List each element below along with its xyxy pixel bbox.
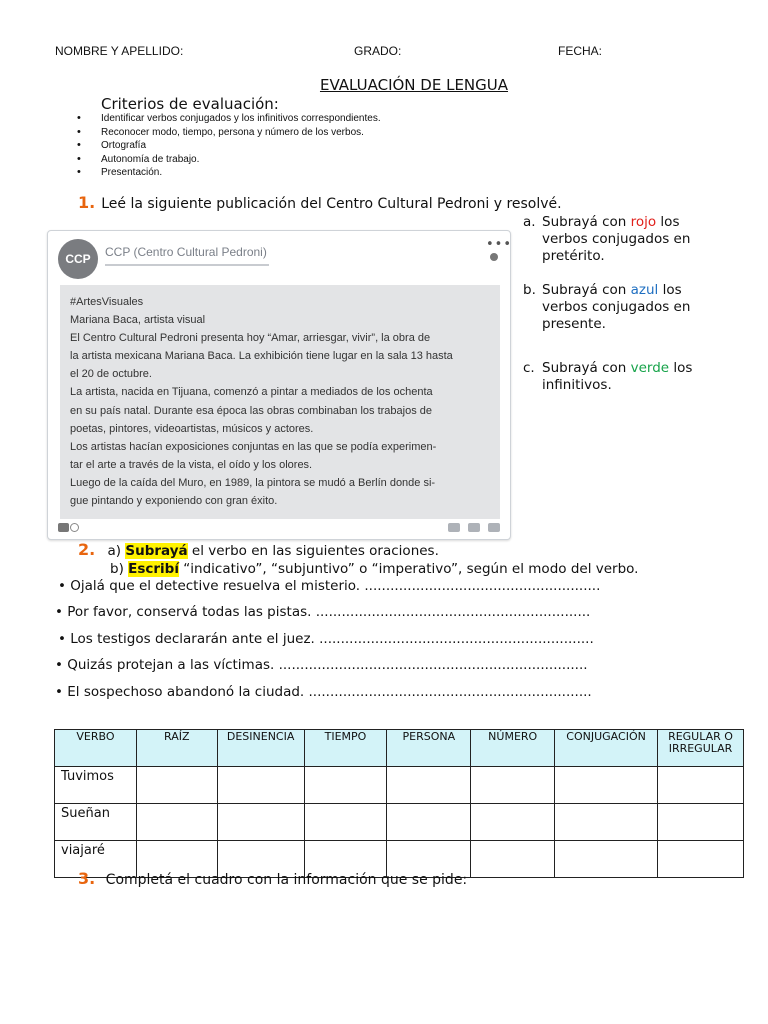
criteria-item: • Reconocer modo, tiempo, persona y número de los verbos. bbox=[77, 126, 381, 140]
question-number: 2. bbox=[78, 540, 96, 559]
highlight-escribi: Escribí bbox=[128, 561, 179, 577]
empty-cell[interactable] bbox=[555, 804, 658, 841]
table-header: NÚMERO bbox=[471, 730, 555, 767]
instruction-a: a. Subrayá con rojo los verbos conjugados en pretérito. bbox=[523, 214, 691, 264]
question-3 bbox=[78, 869, 467, 888]
empty-cell[interactable] bbox=[471, 804, 555, 841]
table-header: TIEMPO bbox=[304, 730, 387, 767]
verb-cell: Tuvimos bbox=[55, 767, 137, 804]
table-header: REGULAR O IRREGULAR bbox=[658, 730, 744, 767]
table-header: DESINENCIA bbox=[217, 730, 304, 767]
question-1 bbox=[78, 193, 562, 212]
grade-label: GRADO: bbox=[354, 44, 402, 58]
highlight-subraya: Subrayá bbox=[125, 543, 188, 559]
name-underline bbox=[105, 264, 269, 266]
empty-cell[interactable] bbox=[136, 767, 217, 804]
share-icon bbox=[488, 523, 500, 532]
color-word-red: rojo bbox=[630, 214, 657, 230]
question-number: 3. bbox=[78, 869, 96, 888]
verb-cell: viajaré bbox=[55, 841, 137, 878]
sentence-item: • Quizás protejan a las víctimas. ........................................................................ bbox=[55, 657, 588, 673]
sentence-item: • Por favor, conservá todas las pistas. ................................................................ bbox=[55, 604, 591, 620]
table-row bbox=[55, 804, 744, 841]
thumbs-up-icon bbox=[448, 523, 460, 532]
question-2b: b) Escribí “indicativo”, “subjuntivo” o “imperativo”, según el modo del verbo. bbox=[110, 561, 639, 577]
empty-cell[interactable] bbox=[217, 767, 304, 804]
more-icon: ••• bbox=[486, 237, 513, 252]
post-page-name: CCP (Centro Cultural Pedroni) bbox=[105, 245, 267, 259]
criteria-title: Criterios de evaluación: bbox=[101, 95, 279, 113]
table-header: PERSONA bbox=[387, 730, 471, 767]
criteria-item: • Identificar verbos conjugados y los infinitivos correspondientes. bbox=[77, 112, 381, 126]
empty-cell[interactable] bbox=[304, 804, 387, 841]
criteria-list bbox=[77, 112, 381, 180]
empty-cell[interactable] bbox=[304, 767, 387, 804]
instruction-c: c. Subrayá con verde los infinitivos. bbox=[523, 360, 693, 393]
question-text: Completá el cuadro con la información que se pide: bbox=[105, 872, 468, 888]
post-text: #ArtesVisuales Mariana Baca, artista visual El Centro Cultural Pedroni presenta hoy “Amar, arriesgar, vivir”, la obra de la artista mexicana Mariana Baca. La exhibición tiene lugar en la sala 13 hasta el 20 de octubre. La artista, nacida en Tijuana, comenzó a pintar a mediados de los ochenta en su país natal. Durante esa época las obras combinaban los trabajos de poetas, pintores, videoartistas, músicos y actores. Los artistas hacían exposiciones conjuntas en las que se podía experimen- tar el arte a través de la vista, el oído y los olores. Luego de la caída del Muro, en 1989, la pintora se mudó a Berlín donde si- gue pintando y exponiendo con gran éxito. bbox=[70, 296, 453, 508]
heart-icon bbox=[70, 523, 79, 532]
empty-cell[interactable] bbox=[387, 767, 471, 804]
empty-cell[interactable] bbox=[658, 804, 744, 841]
table-header: CONJUGACIÓN bbox=[555, 730, 658, 767]
table-row bbox=[55, 767, 744, 804]
avatar: CCP bbox=[58, 239, 98, 279]
color-word-blue: azul bbox=[630, 282, 659, 298]
page-title: EVALUACIÓN DE LENGUA bbox=[319, 76, 509, 94]
verb-table bbox=[54, 729, 744, 878]
empty-cell[interactable] bbox=[658, 767, 744, 804]
table-header: RAÍZ bbox=[136, 730, 217, 767]
globe-icon bbox=[490, 253, 498, 261]
instruction-b: b. Subrayá con azul los verbos conjugados en presente. bbox=[523, 282, 691, 332]
criteria-item: • Ortografía bbox=[77, 139, 381, 153]
question-2a: 2. a) Subrayá el verbo en las siguientes oraciones. bbox=[78, 540, 439, 559]
comment-icon bbox=[468, 523, 480, 532]
empty-cell[interactable] bbox=[136, 804, 217, 841]
like-icon bbox=[58, 523, 69, 532]
question-number: 1. bbox=[78, 193, 96, 212]
criteria-item: • Autonomía de trabajo. bbox=[77, 153, 381, 167]
empty-cell[interactable] bbox=[387, 804, 471, 841]
criteria-item: • Presentación. bbox=[77, 166, 381, 180]
sentence-item: • Los testigos declararán ante el juez. ................................................................ bbox=[58, 631, 594, 647]
empty-cell[interactable] bbox=[555, 767, 658, 804]
table-header: VERBO bbox=[55, 730, 137, 767]
verb-cell: Sueñan bbox=[55, 804, 137, 841]
post-body bbox=[60, 285, 500, 519]
question-text: Leé la siguiente publicación del Centro Cultural Pedroni y resolvé. bbox=[101, 196, 562, 212]
date-label: FECHA: bbox=[558, 44, 603, 58]
name-label: NOMBRE Y APELLIDO: bbox=[55, 44, 184, 58]
empty-cell[interactable] bbox=[555, 841, 658, 878]
empty-cell[interactable] bbox=[658, 841, 744, 878]
empty-cell[interactable] bbox=[217, 804, 304, 841]
sentence-item: • Ojalá que el detective resuelva el misterio. ....................................................... bbox=[58, 578, 601, 594]
empty-cell[interactable] bbox=[471, 767, 555, 804]
color-word-green: verde bbox=[630, 360, 670, 376]
empty-cell[interactable] bbox=[471, 841, 555, 878]
sentence-item: • El sospechoso abandonó la ciudad. .................................................................. bbox=[55, 684, 592, 700]
social-post-card bbox=[47, 230, 511, 540]
